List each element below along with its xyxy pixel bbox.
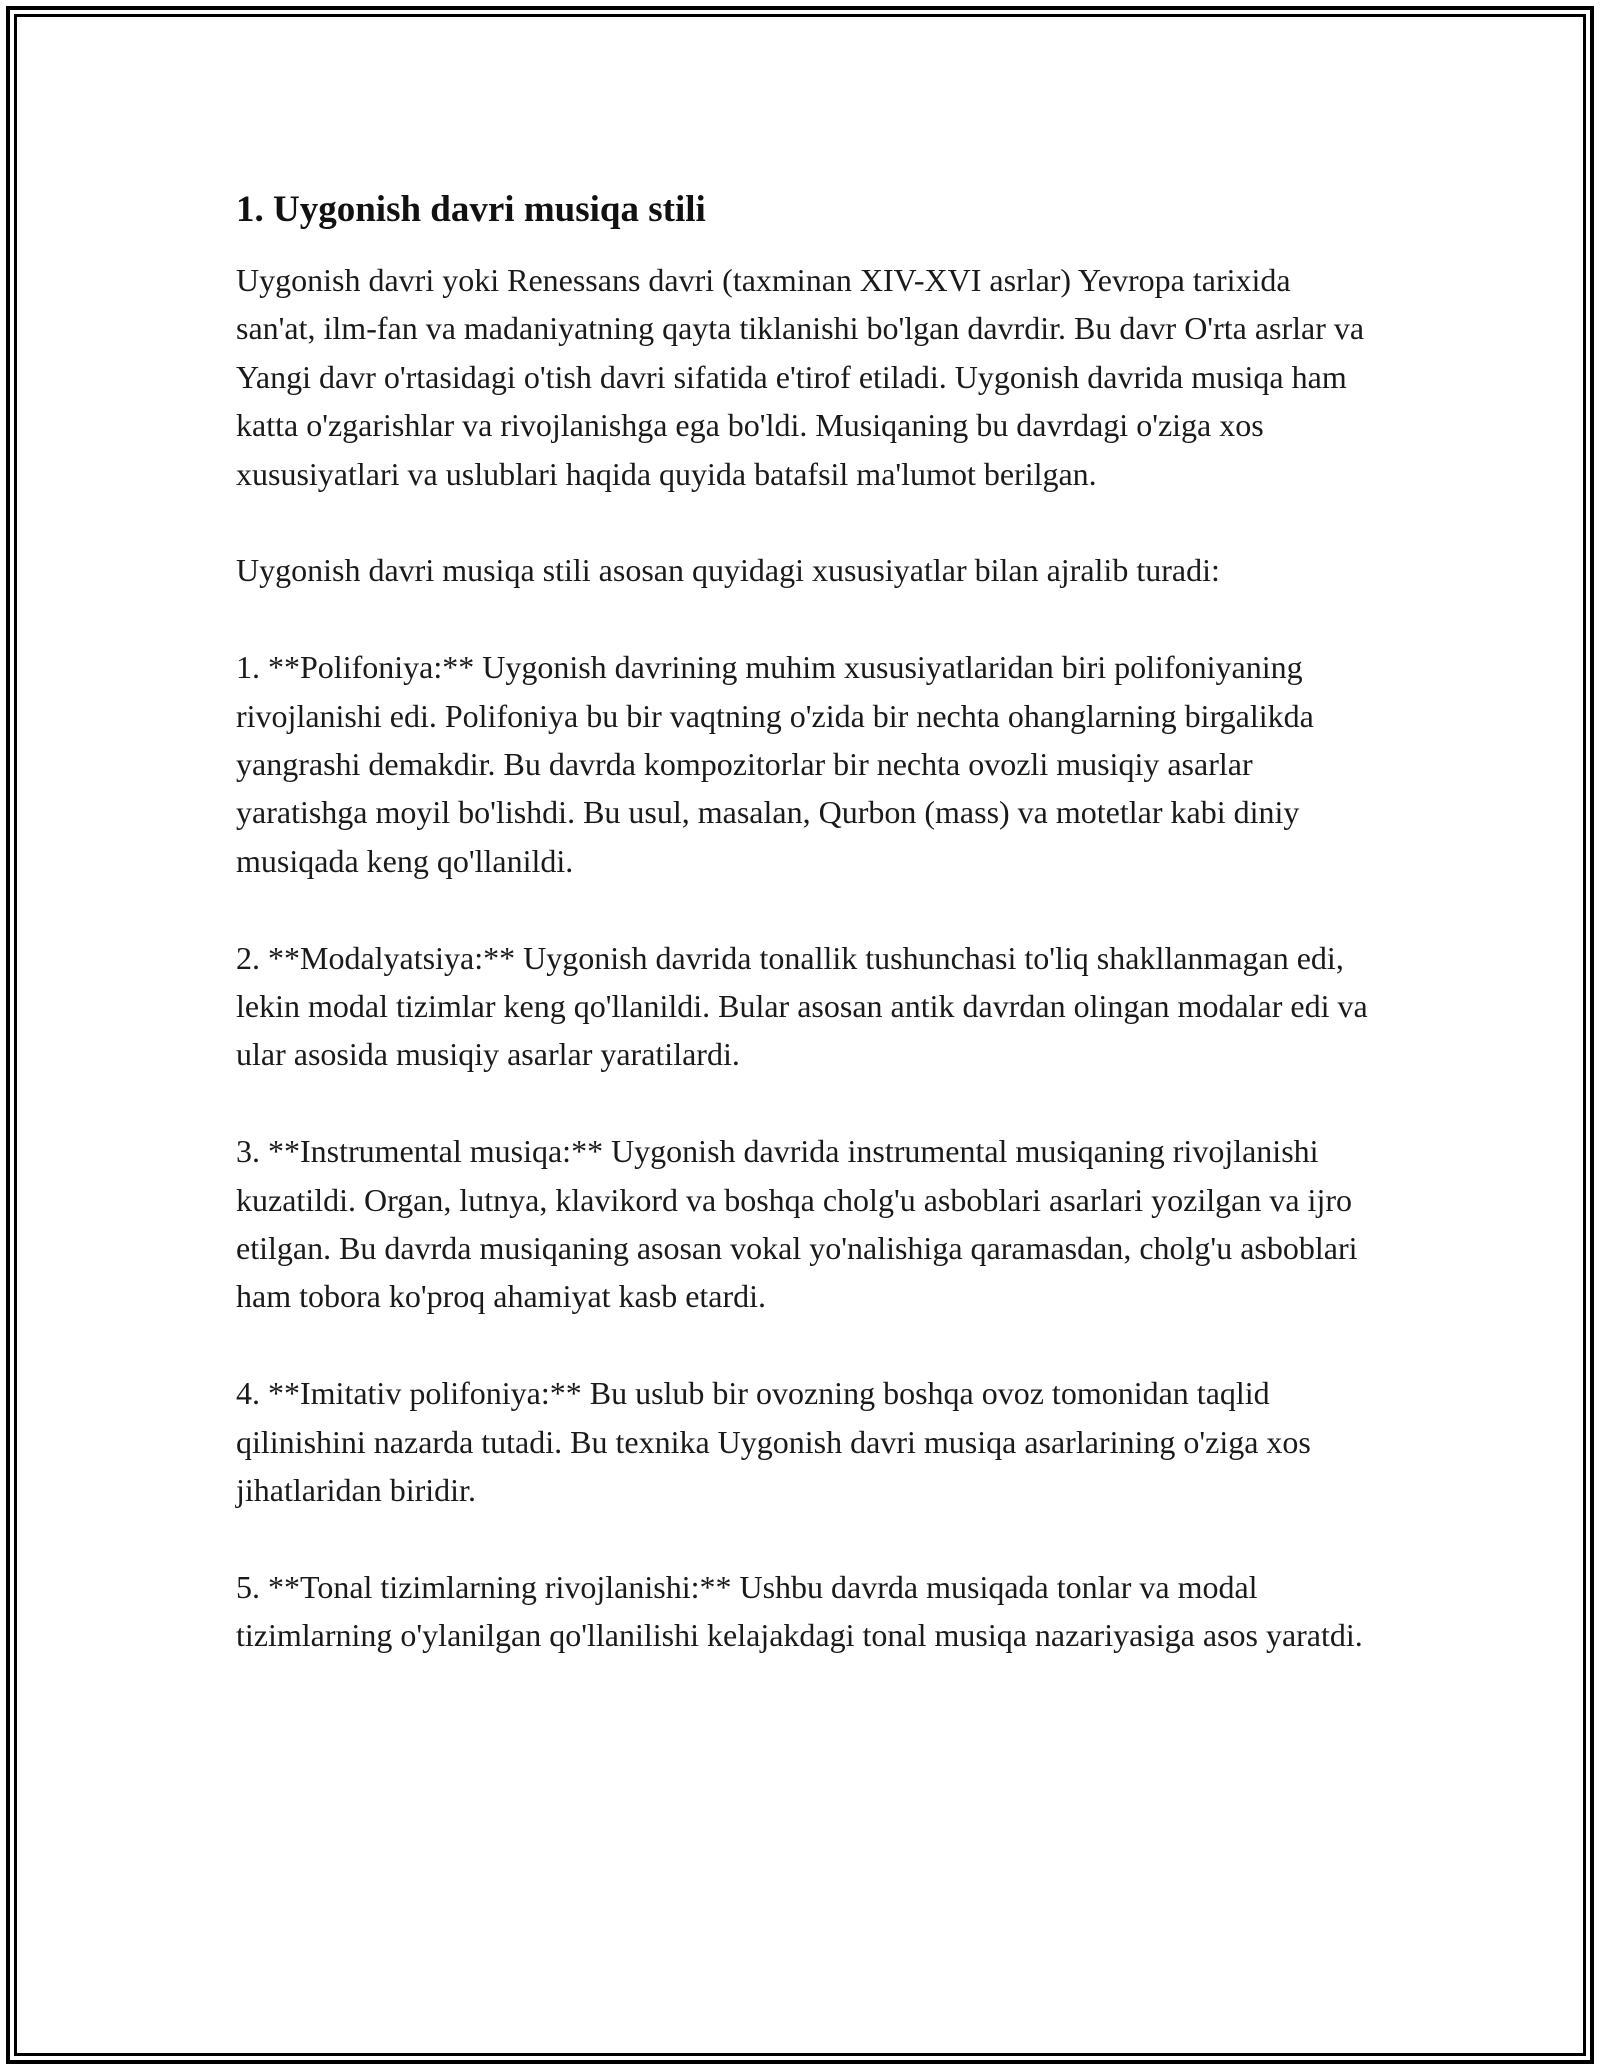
feature-item-polifoniya: 1. **Polifoniya:** Uygonish davrining muhim xususiyatlaridan biri polifoniyaning rivojlanishi edi. Polifoniya bu bir vaqtning o'zida bir nechta ohanglarning birgalikda yangrashi demakdir. Bu davrda kompozitorlar bir nechta ovozli musiqiy asarlar yaratishga moyil bo'lishdi. Bu usul, masalan, Qurbon (mass) va motetlar kabi diniy musiqada keng qo'llanildi.	[236, 649, 1314, 879]
feature-item-tonal: 5. **Tonal tizimlarning rivojlanishi:** Ushbu davrda musiqada tonlar va modal tizimlarning o'ylanilgan qo'llanilishi kelajakdagi tonal musiqa nazariyasiga asos yaratdi.	[236, 1568, 1363, 1654]
document-body	[236, 186, 1376, 1708]
intro-paragraph: Uygonish davri yoki Renessans davri (taxminan XIV-XVI asrlar) Yevropa tarixida san'at, ilm-fan va madaniyatning qayta tiklanishi bo'lgan davrdir. Bu davr O'rta asrlar va Yangi davr o'rtasidagi o'tish davri sifatida e'tirof etiladi. Uygonish davrida musiqa ham katta o'zgarishlar va rivojlanishga ega bo'ldi. Musiqaning bu davrdagi o'ziga xos xususiyatlari va uslublari haqida quyida batafsil ma'lumot berilgan.	[236, 262, 1365, 492]
feature-item-imitativ: 4. **Imitativ polifoniya:** Bu uslub bir ovozning boshqa ovoz tomonidan taqlid qilinishini nazarda tutadi. Bu texnika Uygonish davri musiqa asarlarining o'ziga xos jihatlaridan biridir.	[236, 1375, 1311, 1509]
feature-item-instrumental: 3. **Instrumental musiqa:** Uygonish davrida instrumental musiqaning rivojlanishi kuzatildi. Organ, lutnya, klavikord va boshqa cholg'u asboblari asarlari yozilgan va ijro etilgan. Bu davrda musiqaning asosan vokal yo'nalishiga qaramasdan, cholg'u asboblari ham tobora ko'proq ahamiyat kasb etardi.	[236, 1133, 1358, 1315]
features-lead-paragraph: Uygonish davri musiqa stili asosan quyidagi xususiyatlar bilan ajralib turadi:	[236, 552, 1220, 589]
document-title: 1. Uygonish davri musiqa stili	[236, 189, 706, 230]
feature-item-modalyatsiya: 2. **Modalyatsiya:** Uygonish davrida tonallik tushunchasi to'liq shakllanmagan edi, lekin modal tizimlar keng qo'llanildi. Bular asosan antik davrdan olingan modalar edi va ular asosida musiqiy asarlar yaratilardi.	[236, 939, 1368, 1073]
